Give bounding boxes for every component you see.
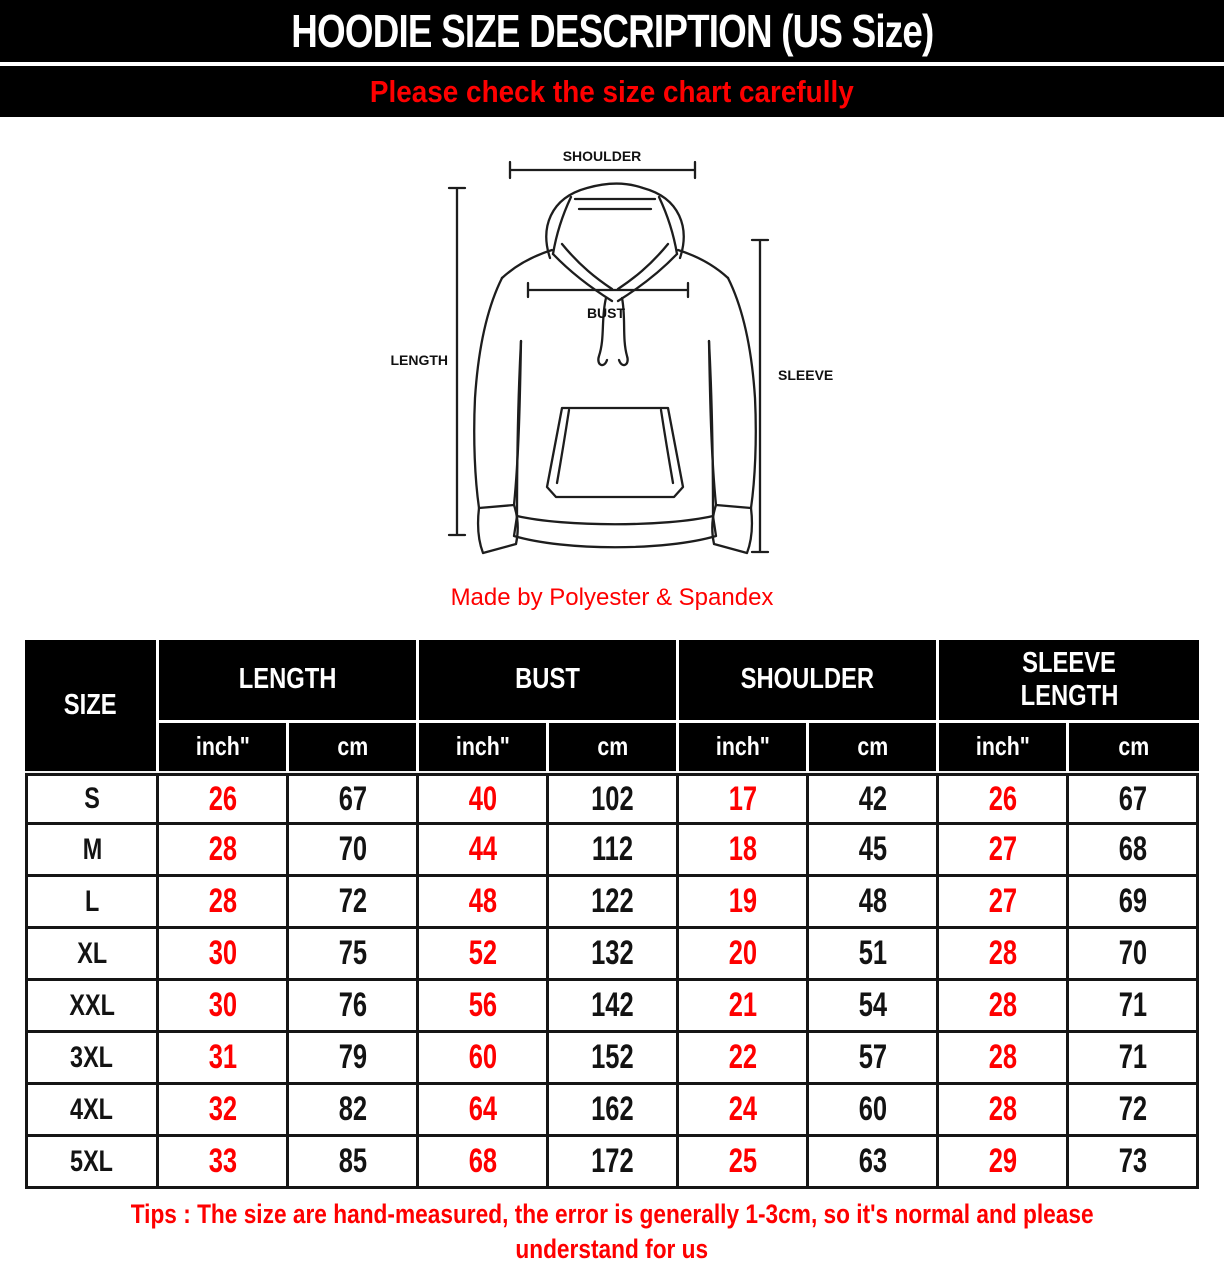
unit-text: cm bbox=[337, 731, 368, 762]
size-chart-table bbox=[25, 640, 1199, 1189]
cell-bust-cm bbox=[549, 1033, 679, 1085]
size-text: 4XL bbox=[70, 1092, 114, 1126]
size-text: 5XL bbox=[70, 1144, 114, 1178]
value-text: 25 bbox=[728, 1142, 757, 1180]
bust-label: BUST bbox=[586, 305, 626, 321]
cell-length-inch bbox=[159, 1137, 289, 1189]
value-text: 18 bbox=[728, 830, 757, 868]
unit-sleeve-inch bbox=[939, 723, 1069, 773]
value-text: 60 bbox=[858, 1090, 887, 1128]
subtitle: Please check the size chart carefully bbox=[370, 73, 854, 109]
value-text: 57 bbox=[858, 1038, 887, 1076]
cell-shoulder-inch bbox=[679, 929, 809, 981]
value-text: 26 bbox=[208, 779, 237, 818]
cell-bust-cm bbox=[549, 877, 679, 929]
cell-bust-cm bbox=[549, 1085, 679, 1137]
cell-length-inch bbox=[159, 1085, 289, 1137]
cell-sleeve-cm bbox=[1069, 981, 1199, 1033]
subtitle-row bbox=[0, 66, 1224, 117]
value-text: 122 bbox=[591, 882, 634, 920]
value-text: 67 bbox=[338, 779, 367, 818]
value-text: 27 bbox=[988, 882, 1017, 920]
header-shoulder-text: SHOULDER bbox=[740, 663, 875, 696]
value-text: 71 bbox=[1118, 1038, 1147, 1076]
length-label: LENGTH bbox=[390, 352, 448, 368]
length-measure-line bbox=[449, 188, 465, 535]
value-text: 40 bbox=[468, 779, 497, 818]
cell-length-cm bbox=[289, 773, 419, 825]
cell-sleeve-cm bbox=[1069, 825, 1199, 877]
value-text: 24 bbox=[728, 1090, 757, 1128]
value-text: 28 bbox=[208, 830, 237, 868]
unit-bust-cm bbox=[549, 723, 679, 773]
value-text: 70 bbox=[1118, 934, 1147, 972]
unit-text: cm bbox=[597, 731, 628, 762]
value-text: 76 bbox=[338, 986, 367, 1024]
value-text: 172 bbox=[591, 1142, 634, 1180]
unit-shoulder-inch bbox=[679, 723, 809, 773]
value-text: 162 bbox=[591, 1090, 634, 1128]
value-text: 60 bbox=[468, 1038, 497, 1076]
cell-sleeve-cm bbox=[1069, 1137, 1199, 1189]
header-length-text: LENGTH bbox=[238, 663, 337, 696]
unit-sleeve-cm bbox=[1069, 723, 1199, 773]
cell-sleeve-inch bbox=[939, 1033, 1069, 1085]
value-text: 70 bbox=[338, 830, 367, 868]
unit-bust-inch bbox=[419, 723, 549, 773]
value-text: 51 bbox=[858, 934, 887, 972]
value-text: 54 bbox=[858, 986, 887, 1024]
value-text: 29 bbox=[988, 1142, 1017, 1180]
size-label bbox=[25, 877, 159, 929]
cell-length-cm bbox=[289, 825, 419, 877]
header-size-text: SIZE bbox=[64, 688, 117, 721]
value-text: 82 bbox=[338, 1090, 367, 1128]
cell-length-inch bbox=[159, 1033, 289, 1085]
cell-length-inch bbox=[159, 929, 289, 981]
cell-shoulder-inch bbox=[679, 1033, 809, 1085]
value-text: 69 bbox=[1118, 882, 1147, 920]
unit-text: cm bbox=[857, 731, 888, 762]
value-text: 68 bbox=[468, 1142, 497, 1180]
value-text: 44 bbox=[468, 830, 497, 868]
cell-sleeve-inch bbox=[939, 825, 1069, 877]
cell-bust-inch bbox=[419, 929, 549, 981]
cell-shoulder-inch bbox=[679, 981, 809, 1033]
size-label bbox=[25, 1137, 159, 1189]
cell-shoulder-cm bbox=[809, 981, 939, 1033]
cell-sleeve-inch bbox=[939, 1085, 1069, 1137]
cell-length-inch bbox=[159, 773, 289, 825]
cell-length-inch bbox=[159, 825, 289, 877]
header-size bbox=[25, 640, 159, 773]
cell-sleeve-inch bbox=[939, 981, 1069, 1033]
value-text: 17 bbox=[728, 779, 757, 818]
unit-shoulder-cm bbox=[809, 723, 939, 773]
cell-bust-cm bbox=[549, 825, 679, 877]
cell-shoulder-inch bbox=[679, 825, 809, 877]
value-text: 30 bbox=[208, 934, 237, 972]
value-text: 112 bbox=[591, 830, 634, 868]
shoulder-label: SHOULDER bbox=[562, 148, 642, 164]
hoodie-diagram bbox=[350, 140, 850, 580]
value-text: 72 bbox=[1118, 1090, 1147, 1128]
cell-bust-inch bbox=[419, 877, 549, 929]
cell-shoulder-inch bbox=[679, 877, 809, 929]
value-text: 45 bbox=[858, 830, 887, 868]
material-note-text: Made by Polyester & Spandex bbox=[450, 584, 774, 611]
value-text: 32 bbox=[208, 1090, 237, 1128]
header-bust bbox=[419, 640, 679, 723]
value-text: 19 bbox=[728, 882, 757, 920]
size-text: 3XL bbox=[70, 1040, 114, 1074]
page-title: HOODIE SIZE DESCRIPTION (US Size) bbox=[290, 5, 934, 57]
cell-sleeve-inch bbox=[939, 929, 1069, 981]
size-text: S bbox=[84, 782, 100, 815]
value-text: 132 bbox=[591, 934, 634, 972]
cell-sleeve-cm bbox=[1069, 929, 1199, 981]
header-bust-text: BUST bbox=[515, 663, 580, 696]
value-text: 31 bbox=[208, 1038, 237, 1076]
cell-sleeve-cm bbox=[1069, 877, 1199, 929]
value-text: 52 bbox=[468, 934, 497, 972]
value-text: 42 bbox=[858, 779, 887, 818]
value-text: 21 bbox=[728, 986, 757, 1024]
cell-sleeve-inch bbox=[939, 1137, 1069, 1189]
cell-bust-inch bbox=[419, 1085, 549, 1137]
material-note bbox=[0, 584, 1224, 612]
cell-sleeve-cm bbox=[1069, 1033, 1199, 1085]
value-text: 75 bbox=[338, 934, 367, 972]
cell-shoulder-cm bbox=[809, 929, 939, 981]
cell-length-inch bbox=[159, 981, 289, 1033]
value-text: 28 bbox=[208, 882, 237, 920]
size-label bbox=[25, 929, 159, 981]
header-shoulder bbox=[679, 640, 939, 723]
cell-shoulder-cm bbox=[809, 825, 939, 877]
cell-shoulder-cm bbox=[809, 877, 939, 929]
unit-length-inch bbox=[159, 723, 289, 773]
header-sleeve-length-text: SLEEVE LENGTH bbox=[1020, 646, 1119, 712]
value-text: 73 bbox=[1118, 1142, 1147, 1180]
value-text: 142 bbox=[591, 986, 634, 1024]
cell-length-inch bbox=[159, 877, 289, 929]
tips-line1: Tips : The size are hand-measured, the error is generally 1-3cm, so it's normal and please bbox=[130, 1199, 1094, 1229]
cell-length-cm bbox=[289, 877, 419, 929]
cell-shoulder-cm bbox=[809, 1033, 939, 1085]
cell-sleeve-inch bbox=[939, 773, 1069, 825]
unit-text: inch" bbox=[195, 731, 250, 762]
value-text: 26 bbox=[988, 779, 1017, 818]
cell-shoulder-inch bbox=[679, 1085, 809, 1137]
value-text: 48 bbox=[468, 882, 497, 920]
value-text: 28 bbox=[988, 1090, 1017, 1128]
value-text: 28 bbox=[988, 986, 1017, 1024]
tips-line2: understand for us bbox=[515, 1234, 709, 1264]
cell-shoulder-cm bbox=[809, 1085, 939, 1137]
value-text: 152 bbox=[591, 1038, 634, 1076]
title-banner bbox=[0, 0, 1224, 117]
cell-sleeve-cm bbox=[1069, 773, 1199, 825]
unit-text: inch" bbox=[715, 731, 770, 762]
size-label bbox=[25, 981, 159, 1033]
value-text: 28 bbox=[988, 1038, 1017, 1076]
size-text: XXL bbox=[69, 988, 115, 1022]
cell-length-cm bbox=[289, 929, 419, 981]
value-text: 33 bbox=[208, 1142, 237, 1180]
value-text: 102 bbox=[591, 779, 634, 818]
cell-bust-cm bbox=[549, 773, 679, 825]
value-text: 48 bbox=[858, 882, 887, 920]
unit-length-cm bbox=[289, 723, 419, 773]
value-text: 22 bbox=[728, 1038, 757, 1076]
cell-bust-cm bbox=[549, 981, 679, 1033]
value-text: 72 bbox=[338, 882, 367, 920]
size-text: M bbox=[82, 832, 102, 866]
size-text: L bbox=[84, 884, 100, 918]
value-text: 63 bbox=[858, 1142, 887, 1180]
cell-bust-inch bbox=[419, 773, 549, 825]
cell-bust-inch bbox=[419, 825, 549, 877]
value-text: 67 bbox=[1118, 779, 1147, 818]
size-label bbox=[25, 1033, 159, 1085]
value-text: 20 bbox=[728, 934, 757, 972]
value-text: 56 bbox=[468, 986, 497, 1024]
cell-bust-inch bbox=[419, 1033, 549, 1085]
unit-text: inch" bbox=[455, 731, 510, 762]
sleeve-label: SLEEVE bbox=[778, 367, 834, 383]
size-text: XL bbox=[77, 936, 107, 970]
cell-shoulder-cm bbox=[809, 773, 939, 825]
cell-length-cm bbox=[289, 1137, 419, 1189]
unit-text: inch" bbox=[975, 731, 1030, 762]
cell-shoulder-inch bbox=[679, 773, 809, 825]
cell-sleeve-cm bbox=[1069, 1085, 1199, 1137]
shoulder-measure-line bbox=[510, 162, 695, 178]
cell-sleeve-inch bbox=[939, 877, 1069, 929]
value-text: 79 bbox=[338, 1038, 367, 1076]
cell-bust-cm bbox=[549, 1137, 679, 1189]
cell-bust-inch bbox=[419, 981, 549, 1033]
cell-shoulder-inch bbox=[679, 1137, 809, 1189]
value-text: 71 bbox=[1118, 986, 1147, 1024]
value-text: 27 bbox=[988, 830, 1017, 868]
cell-bust-inch bbox=[419, 1137, 549, 1189]
size-label bbox=[25, 1085, 159, 1137]
value-text: 30 bbox=[208, 986, 237, 1024]
header-sleeve-length bbox=[939, 640, 1199, 723]
tips-note bbox=[0, 1197, 1224, 1267]
value-text: 85 bbox=[338, 1142, 367, 1180]
value-text: 28 bbox=[988, 934, 1017, 972]
cell-length-cm bbox=[289, 981, 419, 1033]
cell-shoulder-cm bbox=[809, 1137, 939, 1189]
value-text: 68 bbox=[1118, 830, 1147, 868]
hoodie-outline bbox=[474, 184, 756, 554]
cell-length-cm bbox=[289, 1085, 419, 1137]
title-row bbox=[0, 0, 1224, 62]
size-label bbox=[25, 773, 159, 825]
unit-text: cm bbox=[1118, 731, 1150, 762]
cell-bust-cm bbox=[549, 929, 679, 981]
header-length bbox=[159, 640, 419, 723]
cell-length-cm bbox=[289, 1033, 419, 1085]
size-label bbox=[25, 825, 159, 877]
value-text: 64 bbox=[468, 1090, 497, 1128]
